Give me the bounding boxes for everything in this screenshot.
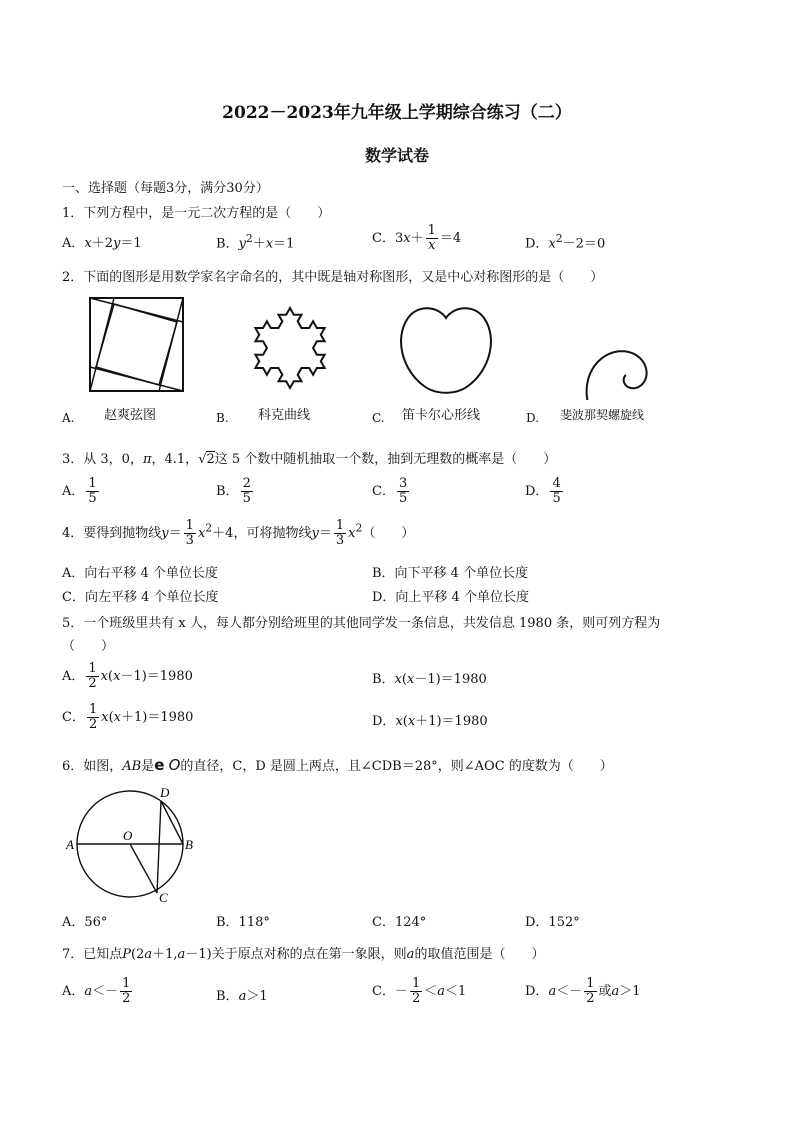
q7-option-b[interactable]: B．a＞1 — [216, 989, 268, 1004]
q3-stem-pre: 3．从 3，0， — [62, 452, 143, 467]
q3-option-d[interactable]: D． $\frac{4}{5}$ — [525, 476, 561, 506]
q3-option-c[interactable]: C． $\frac{3}{5}$ — [372, 476, 408, 506]
section-heading: 一、选择题（每题3分，满分30分） — [62, 181, 269, 196]
q3-option-a[interactable]: A． $\frac{1}{5}$ — [62, 476, 97, 506]
q1-option-c[interactable]: C．3x＋ $\frac{1}{x}$ ＝4 — [372, 223, 462, 253]
q6-stem-post: 的直径，C，D 是圆上两点，且∠CDB＝28°，则∠AOC 的度数为（ ） — [180, 759, 613, 774]
q2-stem: 2．下面的图形是用数学家名字命名的，其中既是轴对称图形，又是中心对称图形的是（ ） — [62, 270, 604, 285]
q6-stem-is: 是 — [141, 759, 155, 774]
q6-option-c[interactable]: C．124° — [372, 915, 427, 930]
q3-stem-mid: ，4.1， — [151, 452, 199, 467]
q7-stem-post: 关于原点对称的点在第一象限，则 — [211, 947, 407, 962]
label-c: C — [159, 890, 168, 905]
q7-option-c[interactable]: C．－ $\frac{1}{2}$ ＜a＜1 — [372, 976, 467, 1006]
q5-d-label: D． — [372, 714, 396, 729]
q6-option-d[interactable]: D．152° — [525, 915, 580, 930]
q4-option-b[interactable]: B．向下平移 4 个单位长度 — [372, 566, 529, 581]
q4-option-d[interactable]: D．向上平移 4 个单位长度 — [372, 590, 529, 605]
q3-b-label: B． — [216, 484, 239, 499]
q7-d-or: 或 — [598, 984, 612, 999]
q5-c-label: C． — [62, 710, 85, 725]
q7-stem: 7．已知点P(2a＋1,a－1)关于原点对称的点在第一象限，则a的取值范围是（ ） — [62, 947, 545, 962]
page-subtitle: 数学试卷 — [364, 146, 429, 165]
label-d: D — [160, 785, 170, 800]
q4-stem-post: （ ） — [362, 526, 415, 541]
q1-b-label: B． — [216, 236, 239, 252]
q4-stem: 4．要得到抛物线y＝ $\frac{1}{3}$ $x^2+4$，可将抛物线y＝ $\frac{1}{3}$ $x^2$（ ） — [62, 518, 415, 548]
q4-stem-mid: ，可将抛物线 — [233, 526, 312, 541]
zhao-shuang-figure — [88, 296, 186, 394]
koch-snowflake-figure — [240, 296, 340, 396]
q1-d-label: D． — [525, 236, 549, 252]
q5-option-a[interactable]: A． $\frac{1}{2}$ x(x－1)＝1980 — [62, 661, 193, 691]
q7-stem-a: a — [406, 947, 415, 962]
q5-b-label: B． — [372, 672, 395, 687]
label-b: B — [185, 837, 193, 852]
fibonacci-spiral-figure — [540, 300, 665, 400]
q7-a-label: A． — [62, 984, 85, 999]
page-title: 2022－2023年九年级上学期综合练习（二） — [222, 103, 572, 123]
q6-stem-pre: 6．如图， — [62, 759, 123, 774]
q5-a-label: A． — [62, 669, 85, 684]
q1-option-b[interactable]: B．$y^2+x=1$ — [216, 232, 295, 252]
q4-stem-pre: 4．要得到抛物线 — [62, 526, 162, 541]
q2-d-caption: 斐波那契螺旋线 — [560, 408, 645, 422]
q2-b-letter[interactable]: B. — [216, 411, 229, 425]
q1-a-label: A． — [62, 236, 85, 251]
q5-option-b[interactable]: B．x(x－1)＝1980 — [372, 672, 487, 687]
label-a: A — [66, 837, 74, 852]
q6-stem-ab: AB — [122, 759, 142, 774]
q7-stem-end: 的取值范围是（ ） — [414, 947, 545, 962]
q3-d-label: D． — [525, 484, 549, 499]
q1-option-a[interactable]: A．x＋2y＝1 — [62, 236, 142, 251]
q3-stem: 3．从 3，0，π，4.1，√2这 5 个数中随机抽取一个数，抽到无理数的概率是（ ） — [62, 452, 557, 467]
q7-stem-pre: 7．已知点 — [62, 947, 123, 962]
q3-c-label: C． — [372, 484, 395, 499]
q3-option-b[interactable]: B． $\frac{2}{5}$ — [216, 476, 251, 506]
label-o: O — [123, 828, 133, 843]
q7-b-label: B． — [216, 989, 239, 1004]
q3-a-label: A． — [62, 484, 85, 499]
q6-stem-o: O — [168, 756, 181, 774]
q1-option-d[interactable]: D．$x^2-2=0$ — [525, 232, 606, 252]
q2-c-letter[interactable]: C. — [372, 411, 385, 425]
q1-stem: 1．下列方程中，是一元二次方程的是（ ） — [62, 206, 331, 221]
q2-b-caption: 科克曲线 — [258, 408, 311, 423]
cardioid-figure — [396, 300, 496, 400]
q6-option-a[interactable]: A．56° — [62, 915, 108, 930]
q3-stem-post: 这 5 个数中随机抽取一个数，抽到无理数的概率是（ ） — [214, 452, 557, 467]
q5-option-d[interactable]: D．x(x＋1)＝1980 — [372, 714, 488, 729]
circle-symbol-icon: e — [154, 756, 165, 774]
circle-figure — [62, 784, 212, 906]
q7-d-label: D． — [525, 984, 549, 999]
q2-a-caption: 赵爽弦图 — [104, 408, 157, 423]
q4-option-c[interactable]: C．向左平移 4 个单位长度 — [62, 590, 219, 605]
q5-stem: 5．一个班级里共有 x 人，每人都分别给班里的其他同学发一条信息，共发信息 1980 条，则可列方程为 — [62, 616, 661, 631]
q7-option-a[interactable]: A．a＜－ $\frac{1}{2}$ — [62, 976, 131, 1006]
q2-a-letter[interactable]: A. — [62, 411, 75, 425]
q2-c-caption: 笛卡尔心形线 — [402, 408, 481, 423]
q6-option-b[interactable]: B．118° — [216, 915, 270, 930]
q2-d-letter[interactable]: D. — [526, 411, 540, 425]
q5-option-c[interactable]: C． $\frac{1}{2}$ x(x＋1)＝1980 — [62, 702, 194, 732]
q1-c-label: C． — [372, 231, 395, 246]
q7-option-d[interactable]: D．a＜－ $\frac{1}{2}$ 或a＞1 — [525, 976, 641, 1006]
q7-c-label: C． — [372, 984, 395, 999]
q5-stem-cont: （ ） — [62, 639, 115, 654]
q6-stem — [62, 755, 613, 774]
q4-option-a[interactable]: A．向右平移 4 个单位长度 — [62, 566, 218, 581]
